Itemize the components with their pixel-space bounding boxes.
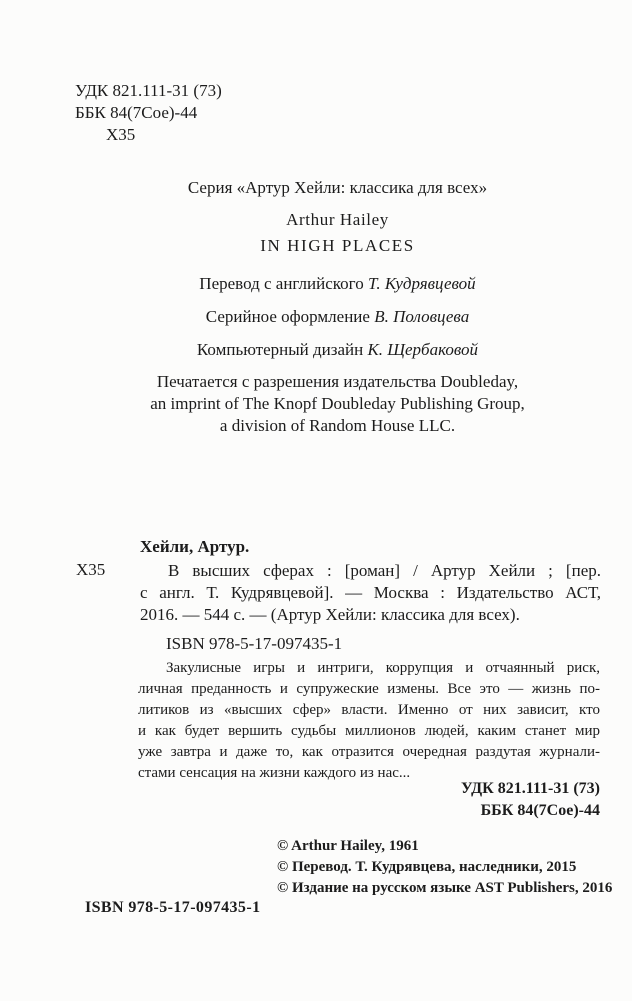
credit-role-label: Перевод с английского (199, 274, 368, 293)
udk-code: УДК 821.111-31 (73) (75, 81, 222, 100)
annotation-line: литиков из «высших сфер» власти. Именно от них зависит, кто (138, 702, 600, 718)
credit-person-name: К. Щербаковой (367, 340, 479, 359)
bbk-code-bottom: ББК 84(7Сое)-44 (480, 802, 600, 819)
permission-line: an imprint of The Knopf Doubleday Publishing Group, (150, 394, 525, 413)
credit-role-label: Серийное оформление (205, 307, 375, 326)
credit-role-label: Компьютерный дизайн (196, 340, 368, 359)
permission-line: Печатается с разрешения издательства Doubleday, (156, 372, 519, 391)
catalog-description-line: с англ. Т. Кудрявцевой]. — Москва : Издательство АСТ, (140, 583, 601, 602)
annotation-line: уже завтра и даже то, как отразится очередная раздутая журнали- (138, 744, 600, 760)
annotation-line: Закулисные игры и интриги, коррупция и отчаянный риск, (166, 660, 600, 676)
catalog-author-heading: Хейли, Артур. (140, 537, 250, 556)
credit-translator (75, 274, 600, 294)
author-sign-code: Х35 (106, 125, 136, 144)
original-author: Arthur Hailey (286, 210, 389, 229)
permission-line: a division of Random House LLC. (219, 416, 456, 435)
permission-notice (75, 371, 600, 437)
credit-computer-design (75, 340, 600, 360)
copyright-block (277, 836, 615, 899)
catalog-author-sign: Х35 (76, 560, 106, 579)
annotation-line: стами сенсация на жизни каждого из нас... (138, 765, 411, 781)
catalog-description (140, 560, 601, 626)
credit-person-name: В. Половцева (374, 307, 470, 326)
bottom-classification-codes (461, 778, 600, 822)
copyright-line: © Arthur Hailey, 1961 (277, 838, 419, 854)
copyright-line: © Издание на русском языке AST Publishers, 2016 (277, 880, 613, 896)
catalog-description-line: В высших сферах : [роман] / Артур Хейли ; [пер. (168, 561, 601, 580)
credit-series-design (75, 307, 600, 327)
copyright-line: © Перевод. Т. Кудрявцева, наследники, 2015 (277, 859, 577, 875)
series-title: Серия «Артур Хейли: классика для всех» (187, 178, 488, 197)
catalog-isbn: ISBN 978-5-17-097435-1 (166, 634, 343, 653)
annotation-line: и как будет вершить судьбы миллионов людей, каким станет мир (138, 723, 600, 739)
udk-code-bottom: УДК 821.111-31 (73) (461, 780, 600, 797)
catalog-description-line: 2016. — 544 с. — (Артур Хейли: классика для всех). (140, 605, 520, 624)
annotation-line: личная преданность и супружеские измены. Все это — жизнь по- (138, 681, 600, 697)
top-classification-codes (75, 80, 222, 146)
credit-person-name: Т. Кудрявцевой (367, 274, 476, 293)
original-title: IN HIGH PLACES (260, 236, 415, 255)
bbk-code: ББК 84(7Сое)-44 (75, 103, 198, 122)
bottom-isbn: ISBN 978-5-17-097435-1 (85, 899, 261, 916)
annotation-paragraph (138, 658, 600, 784)
